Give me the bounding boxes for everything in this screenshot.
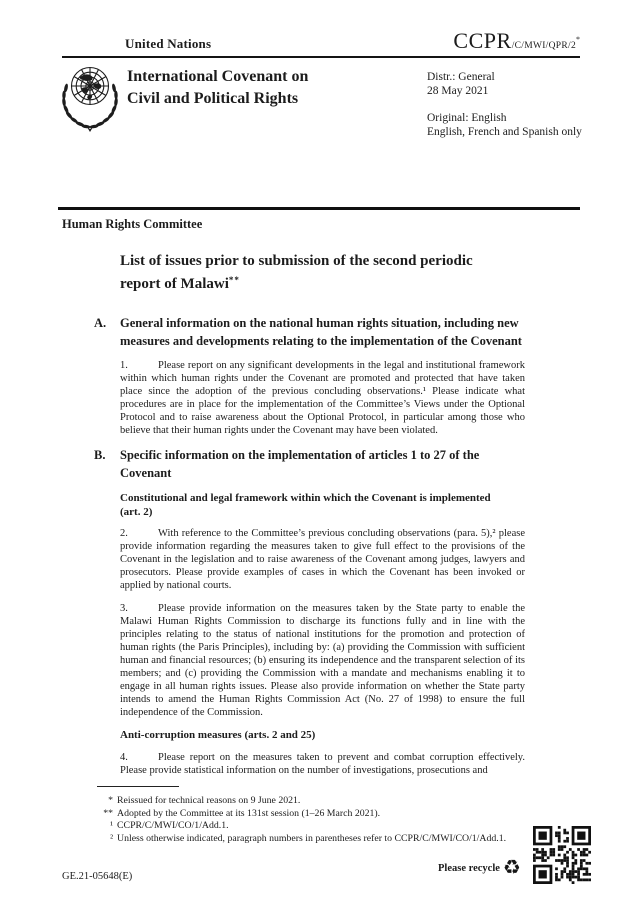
paragraph-3	[120, 602, 525, 719]
paragraph-4-number: 4.	[120, 751, 128, 763]
paragraph-3-number: 3.	[120, 603, 128, 614]
spacer	[427, 98, 582, 112]
subheading-constitutional	[120, 492, 525, 519]
subheading-constitutional-line2: (art. 2)	[120, 505, 153, 518]
section-a-heading-text: General information on the national human rights situation, including new measures and developments relating to the implementation of the Covenant	[120, 316, 522, 348]
recycle-icon: ♻	[502, 857, 521, 879]
document-title-line1: List of issues prior to submission of the second periodic	[120, 253, 473, 269]
distr-line: Distr.: General	[427, 71, 495, 83]
distribution-block	[427, 71, 582, 139]
section-b-heading	[94, 447, 522, 482]
org-name: United Nations	[125, 36, 212, 51]
recycle-label: Please recycle	[438, 862, 500, 874]
qr-code	[533, 826, 591, 884]
footnote-1	[95, 820, 570, 833]
paragraph-3-text: Please provide information on the measures taken by the State party to enable the Malawi Human Rights Commission to discharge its functions fully and in line with the principles relating to the status of national institutions for the promotion and protection of human rights (the Paris Principles), including by: (a) providing the Commission with sufficient human and financial resources; (b) ensuring its independence and the transparent selection of its members; and (c) providing the Commission with a mandate and mechanisms enabling it to engage in all human rights issues. Please also provide information on whether the State party intends to amend the Human Rights Commission Act (No. 27 of 1998) to ensure the full independence of the Commission.	[120, 603, 525, 718]
covenant-title-line2: Civil and Political Rights	[127, 90, 299, 107]
section-divider-rule	[58, 207, 580, 210]
ge-number: GE.21-05648(E)	[62, 871, 133, 882]
section-a-heading	[94, 315, 522, 350]
paragraph-1	[120, 359, 525, 437]
header-rule	[62, 56, 580, 58]
original-language-line: Original: English	[427, 112, 507, 124]
footnote-marker: ¹	[110, 820, 113, 832]
footnote-reissued	[95, 795, 570, 808]
paragraph-1-number: 1.	[120, 360, 128, 371]
subheading-anticorruption: Anti-corruption measures (arts. 2 and 25)	[120, 729, 316, 741]
doc-symbol	[453, 28, 580, 54]
doc-symbol-note: *	[576, 35, 580, 44]
document-title-line2: report of Malawi**	[120, 275, 240, 292]
languages-line: English, French and Spanish only	[427, 125, 582, 138]
footnotes-block	[95, 786, 570, 846]
doc-symbol-acronym: CCPR	[453, 28, 512, 53]
footnote-2	[95, 833, 570, 846]
footnote-marker: *	[108, 795, 113, 806]
paragraph-2	[120, 527, 525, 592]
document-body	[94, 252, 525, 787]
paragraph-1-text: Please report on any significant developments in the legal and institutional framework within which human rights under the Covenant are promoted and protected that have taken place since the adoption of the previous concluding observations.¹ Please indicate what procedures are in place for the implementation of the Committee’s Views under the Optional Protocol and to raise awareness about the Optional Protocol, in particular among those who believe that their human rights under the Covenant may have been violated.	[120, 360, 525, 436]
document-title	[120, 252, 525, 294]
footnote-marker: **	[103, 807, 113, 819]
paragraph-4	[120, 751, 525, 777]
date-line: 28 May 2021	[427, 84, 489, 97]
doc-symbol-path: /C/MWI/QPR/2	[511, 41, 576, 51]
un-emblem-icon	[59, 61, 121, 137]
footnote-separator-rule	[97, 786, 179, 787]
footnote-text: Unless otherwise indicated, paragraph numbers in parentheses refer to CCPR/C/MWI/CO/1/Add.1.	[117, 833, 507, 845]
footnote-text: Adopted by the Committee at its 131st session (1–26 March 2021).	[117, 807, 381, 819]
paragraph-4-text: Please report on the measures taken to prevent and combat corruption effectively. Please provide statistical information on the number of investigations, prosecutions and	[120, 751, 525, 776]
footnote-adopted	[95, 808, 570, 821]
covenant-title	[127, 66, 308, 110]
section-a-letter: A.	[94, 316, 107, 330]
footnote-marker: ²	[110, 833, 113, 845]
footnote-text: Reissued for technical reasons on 9 June 2021.	[117, 795, 301, 806]
footnote-text: CCPR/C/MWI/CO/1/Add.1.	[117, 820, 229, 832]
paragraph-2-number: 2.	[120, 528, 128, 539]
paragraph-2-text: With reference to the Committee’s previous concluding observations (para. 5),² please provide information regarding the measures taken to give full effect to the provisions of the Covenant in the legislation and to raise awareness of the Covenant among judges, lawyers and prosecutors. Please provide examples of cases in which the Covenant has been invoked or applied by national courts.	[120, 528, 525, 591]
title-footnote-ref: **	[228, 275, 240, 285]
committee-name: Human Rights Committee	[62, 217, 203, 231]
covenant-title-line1: International Covenant on	[127, 68, 309, 85]
section-b-heading-text: Specific information on the implementation of articles 1 to 27 of the Covenant	[120, 448, 480, 480]
section-b-letter: B.	[94, 448, 106, 462]
recycle-notice	[438, 858, 521, 878]
subheading-constitutional-line1: Constitutional and legal framework within which the Covenant is implemented	[120, 492, 491, 504]
